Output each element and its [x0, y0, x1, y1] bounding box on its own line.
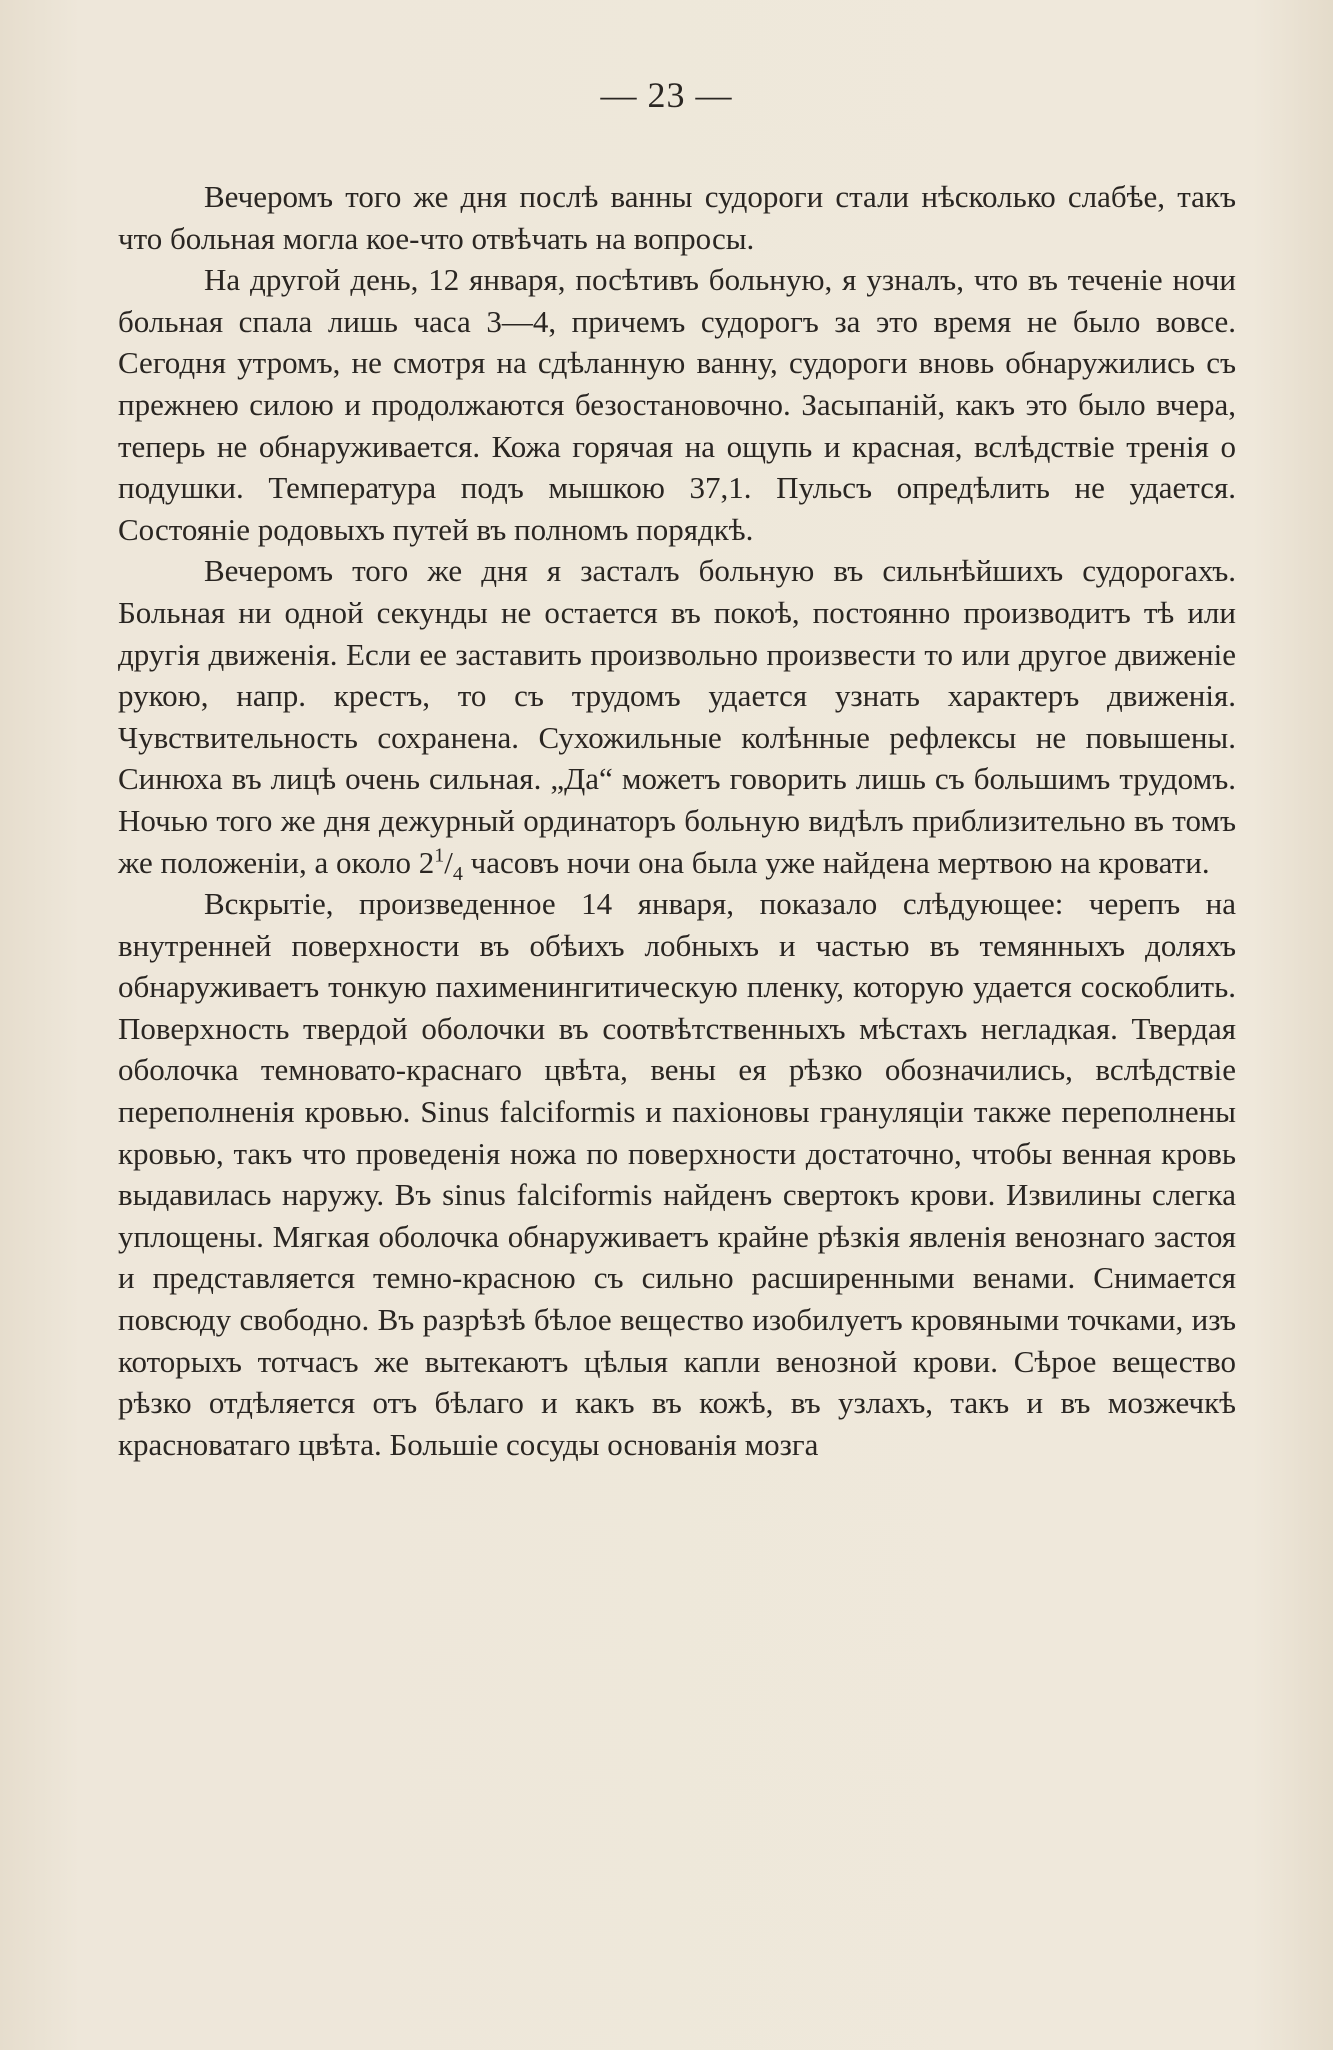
page-number: — 23 — — [600, 75, 733, 115]
paragraph-text: часовъ ночи она была уже найдена мертвою на кровати. — [462, 844, 1210, 880]
paragraph: Вечеромъ того же дня послѣ ванны судороги стали нѣсколько слабѣе, такъ что больная могла кое-что отвѣчать на вопросы. — [118, 179, 1236, 256]
paragraph: Вечеромъ того же дня я засталъ больную въ сильнѣйшихъ судорогахъ. Больная ни одной секунды не остается въ покоѣ, постоянно производитъ тѣ или другія движенія. Если ее заставить произвольно произвести то или другое движеніе рукою, напр. крестъ, то съ трудомъ удается узнать характеръ движенія. Чувствительность сохранена. Сухожильные колѣнные рефлексы не повышены. Синюха въ лицѣ очень сильная. „Да“ можетъ говорить лишь съ большимъ трудомъ. Ночью того же дня дежурный ординаторъ больную видѣлъ приблизительно въ томъ же положеніи, а около $2^1/_4$ часовъ ночи она была уже найдена мертвою на кровати. — [118, 553, 1236, 885]
fraction-numerator: 1 — [434, 844, 445, 867]
paragraph: Вскрытіе, произведенное 14 января, показало слѣдующее: черепъ на внутренней поверхности въ обѣихъ лобныхъ и частью въ темянныхъ доляхъ обнаруживаетъ тонкую пахименингитическую пленку, которую удается соскоблить. Поверхность твердой оболочки въ соотвѣтственныхъ мѣстахъ негладкая. Твердая оболочка темновато-краснаго цвѣта, вены ея рѣзко обозначились, вслѣдствіе переполненія кровью. Sinus falciformis и пахіоновы грануляціи также переполнены кровью, такъ что проведенія ножа по поверхности достаточно, чтобы венная кровь выдавилась наружу. Въ sinus falciformis найденъ свертокъ крови. Извилины слегка уплощены. Мягкая оболочка обнаруживаетъ крайне рѣзкія явленія венознаго застоя и представляется темно-красною съ сильно расширенными венами. Снимается повсюду свободно. Въ разрѣзѣ бѣлое вещество изобилуетъ кровяными точками, изъ которыхъ тотчасъ же вытекаютъ цѣлыя капли венозной крови. Сѣрое вещество рѣзко отдѣляется отъ бѣлаго и какъ въ кожѣ, въ узлахъ, такъ и въ мозжечкѣ красноватаго цвѣта. Большіе сосуды основанія мозга — [118, 886, 1236, 1462]
paragraph-text: Вечеромъ того же дня я засталъ больную въ сильнѣйшихъ судорогахъ. Больная ни одной секунды не остается въ покоѣ, постоянно производитъ тѣ или другія движенія. Если ее заставить произвольно произвести то или другое движеніе рукою, напр. крестъ, то съ трудомъ удается узнать характеръ движенія. Чувствительность сохранена. Сухожильные колѣнные рефлексы не повышены. Синюха въ лицѣ очень сильная. „Да“ можетъ говорить лишь съ большимъ трудомъ. Ночью того же дня дежурный ординаторъ больную видѣлъ приблизительно въ томъ же положеніи, а около 2 — [118, 553, 1236, 880]
body-text — [118, 176, 1236, 1465]
paragraph: На другой день, 12 января, посѣтивъ больную, я узналъ, что въ теченіе ночи больная спала лишь часа 3—4, причемъ судорогъ за это время не было вовсе. Сегодня утромъ, не смотря на сдѣланную ванну, судороги вновь обнаружились съ прежнею силою и продолжаются безостановочно. Засыпаній, какъ это было вчера, теперь не обнаруживается. Кожа горячая на ощупь и красная, вслѣдствіе тренія о подушки. Температура подъ мышкою 37,1. Пульсъ опредѣлить не удается. Состояніе родовыхъ путей въ полномъ порядкѣ. — [118, 262, 1236, 547]
fraction-denominator: 4 — [452, 862, 463, 885]
